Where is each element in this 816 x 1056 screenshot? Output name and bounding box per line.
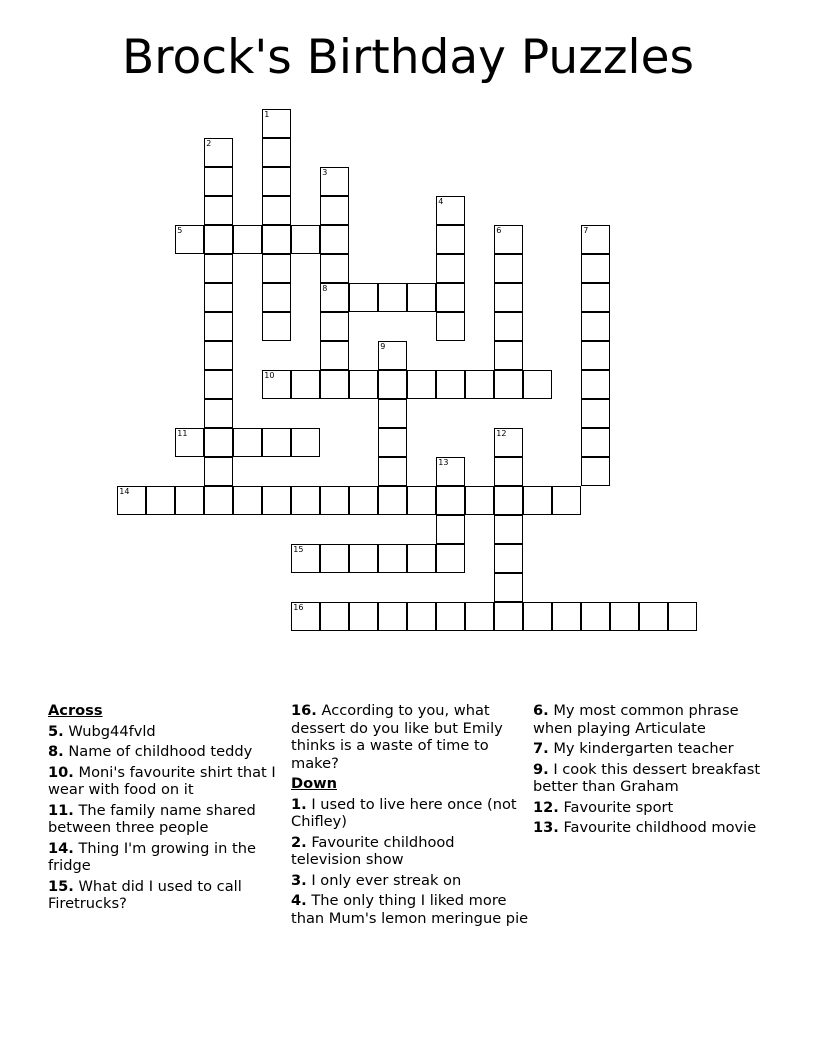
grid-cell[interactable] — [204, 138, 233, 167]
grid-cell[interactable] — [262, 167, 291, 196]
grid-cell[interactable] — [581, 370, 610, 399]
cell-input[interactable] — [466, 371, 493, 398]
cell-input[interactable] — [350, 371, 377, 398]
clue-down-6 — [533, 702, 771, 737]
cell-input[interactable] — [582, 313, 609, 340]
cell-input[interactable] — [292, 226, 319, 253]
cell-input[interactable] — [640, 603, 667, 630]
grid-cell[interactable] — [378, 283, 407, 312]
grid-cell[interactable] — [494, 573, 523, 602]
clue-text: According to you, what dessert do you like but Emily thinks is a waste of time to make? — [291, 702, 503, 772]
grid-cell[interactable] — [436, 457, 465, 486]
clue-across-10 — [48, 764, 286, 799]
grid-cell[interactable] — [523, 602, 552, 631]
grid-cell[interactable] — [523, 370, 552, 399]
cell-input[interactable] — [437, 487, 464, 514]
grid-cell[interactable] — [320, 370, 349, 399]
cell-input[interactable] — [234, 487, 261, 514]
cell-input[interactable] — [263, 110, 290, 137]
clue-down-12 — [533, 799, 771, 817]
clue-text: My most common phrase when playing Articulate — [533, 702, 739, 737]
cell-input[interactable] — [524, 487, 551, 514]
cell-input[interactable] — [321, 603, 348, 630]
clue-number: 2. — [291, 833, 307, 851]
clues-column-3 — [533, 702, 771, 840]
clue-down-9 — [533, 761, 771, 796]
grid-cell[interactable] — [494, 486, 523, 515]
cell-input[interactable] — [495, 545, 522, 572]
clue-text: I cook this dessert breakfast better than Graham — [533, 760, 761, 795]
cell-input[interactable] — [437, 371, 464, 398]
grid-cell[interactable] — [291, 370, 320, 399]
clue-text: Favourite sport — [563, 798, 674, 816]
clues-column-1 — [48, 702, 286, 916]
grid-cell[interactable] — [320, 486, 349, 515]
grid-cell[interactable] — [581, 341, 610, 370]
cell-input[interactable] — [205, 429, 232, 456]
cell-number: 5 — [177, 226, 183, 236]
grid-cell[interactable] — [320, 602, 349, 631]
cell-input[interactable] — [379, 603, 406, 630]
cell-input[interactable] — [437, 284, 464, 311]
clue-number: 7. — [533, 740, 549, 757]
grid-cell[interactable] — [494, 254, 523, 283]
cell-input[interactable] — [205, 197, 232, 224]
cell-input[interactable] — [495, 342, 522, 369]
cell-number: 2 — [206, 139, 212, 149]
cell-input[interactable] — [147, 487, 174, 514]
grid-cell[interactable] — [581, 399, 610, 428]
grid-cell[interactable] — [407, 486, 436, 515]
grid-cell[interactable] — [465, 602, 494, 631]
cell-input[interactable] — [466, 603, 493, 630]
grid-cell[interactable] — [494, 602, 523, 631]
cell-input[interactable] — [495, 574, 522, 601]
cell-input[interactable] — [321, 313, 348, 340]
cell-input[interactable] — [321, 168, 348, 195]
grid-cell[interactable] — [436, 283, 465, 312]
cell-input[interactable] — [234, 226, 261, 253]
grid-cell[interactable] — [320, 341, 349, 370]
across-heading: Across — [48, 702, 103, 719]
grid-cell[interactable] — [436, 225, 465, 254]
cell-input[interactable] — [495, 284, 522, 311]
cell-input[interactable] — [495, 313, 522, 340]
cell-input[interactable] — [408, 284, 435, 311]
clue-text: Moni's favourite shirt that I wear with food on it — [48, 763, 276, 798]
cell-input[interactable] — [205, 139, 232, 166]
cell-input[interactable] — [582, 284, 609, 311]
grid-cell[interactable] — [204, 428, 233, 457]
grid-cell[interactable] — [581, 225, 610, 254]
cell-number: 8 — [322, 284, 328, 294]
cell-input[interactable] — [205, 487, 232, 514]
cell-input[interactable] — [437, 458, 464, 485]
cell-number: 15 — [293, 545, 304, 555]
grid-cell[interactable] — [262, 196, 291, 225]
grid-cell[interactable] — [204, 370, 233, 399]
cell-input[interactable] — [495, 255, 522, 282]
cell-input[interactable] — [379, 545, 406, 572]
cell-input[interactable] — [582, 342, 609, 369]
cell-input[interactable] — [408, 371, 435, 398]
grid-cell[interactable] — [204, 312, 233, 341]
clue-down-4 — [291, 892, 529, 927]
cell-input[interactable] — [553, 603, 580, 630]
cell-input[interactable] — [582, 255, 609, 282]
clue-text: Favourite childhood movie — [563, 819, 757, 836]
cell-input[interactable] — [611, 603, 638, 630]
cell-input[interactable] — [437, 255, 464, 282]
grid-cell[interactable] — [494, 341, 523, 370]
clue-down-13 — [533, 819, 771, 837]
grid-cell[interactable] — [436, 254, 465, 283]
grid-cell[interactable] — [436, 312, 465, 341]
cell-number: 12 — [496, 429, 507, 439]
cell-input[interactable] — [350, 603, 377, 630]
grid-cell[interactable] — [378, 544, 407, 573]
grid-cell[interactable] — [146, 486, 175, 515]
clues-column-2 — [291, 702, 529, 930]
grid-cell[interactable] — [378, 341, 407, 370]
cell-number: 7 — [583, 226, 589, 236]
cell-input[interactable] — [292, 603, 319, 630]
cell-input[interactable] — [205, 313, 232, 340]
cell-input[interactable] — [669, 603, 696, 630]
cell-input[interactable] — [437, 313, 464, 340]
grid-cell[interactable] — [494, 457, 523, 486]
grid-cell[interactable] — [262, 138, 291, 167]
grid-cell[interactable] — [581, 602, 610, 631]
cell-input[interactable] — [582, 458, 609, 485]
grid-cell[interactable] — [494, 312, 523, 341]
page-title: Brock's Birthday Puzzles — [121, 30, 695, 85]
grid-cell[interactable] — [523, 486, 552, 515]
clue-text: The only thing I liked more than Mum's lemon meringue pie — [291, 892, 529, 927]
cell-number: 3 — [322, 168, 328, 178]
cell-input[interactable] — [379, 342, 406, 369]
grid-cell[interactable] — [436, 544, 465, 573]
grid-cell[interactable] — [349, 544, 378, 573]
cell-number: 16 — [293, 603, 304, 613]
grid-cell[interactable] — [175, 486, 204, 515]
grid-cell[interactable] — [204, 341, 233, 370]
cell-input[interactable] — [350, 487, 377, 514]
grid-cell[interactable] — [581, 428, 610, 457]
cell-input[interactable] — [321, 342, 348, 369]
cell-input[interactable] — [205, 342, 232, 369]
cell-input[interactable] — [292, 371, 319, 398]
clue-number: 12. — [533, 798, 559, 816]
cell-input[interactable] — [437, 226, 464, 253]
cell-input[interactable] — [263, 255, 290, 282]
grid-cell[interactable] — [320, 312, 349, 341]
clue-number: 10. — [48, 763, 74, 781]
cell-input[interactable] — [495, 603, 522, 630]
clue-across-15 — [48, 878, 286, 913]
clue-down-7 — [533, 740, 771, 758]
cell-input[interactable] — [408, 487, 435, 514]
clue-number: 4. — [291, 892, 307, 909]
cell-input[interactable] — [321, 226, 348, 253]
cell-input[interactable] — [437, 545, 464, 572]
cell-input[interactable] — [176, 487, 203, 514]
clue-text: I only ever streak on — [311, 871, 462, 889]
grid-cell[interactable] — [262, 312, 291, 341]
grid-cell[interactable] — [378, 486, 407, 515]
cell-input[interactable] — [466, 487, 493, 514]
cell-input[interactable] — [263, 226, 290, 253]
cell-input[interactable] — [292, 429, 319, 456]
cell-input[interactable] — [292, 545, 319, 572]
cell-input[interactable] — [582, 226, 609, 253]
grid-cell[interactable] — [349, 370, 378, 399]
grid-cell[interactable] — [204, 196, 233, 225]
grid-cell[interactable] — [262, 283, 291, 312]
grid-cell[interactable] — [581, 312, 610, 341]
grid-cell[interactable] — [349, 602, 378, 631]
cell-input[interactable] — [234, 429, 261, 456]
cell-input[interactable] — [321, 255, 348, 282]
clue-across-16 — [291, 702, 529, 772]
grid-cell[interactable] — [407, 544, 436, 573]
grid-cell[interactable] — [262, 225, 291, 254]
cell-input[interactable] — [321, 284, 348, 311]
cell-input[interactable] — [176, 429, 203, 456]
grid-cell[interactable] — [204, 283, 233, 312]
grid-cell[interactable] — [378, 602, 407, 631]
grid-cell[interactable] — [291, 486, 320, 515]
cell-input[interactable] — [582, 400, 609, 427]
cell-input[interactable] — [437, 197, 464, 224]
grid-cell[interactable] — [465, 370, 494, 399]
cell-input[interactable] — [495, 429, 522, 456]
clue-number: 3. — [291, 871, 307, 889]
clue-across-8 — [48, 743, 286, 761]
grid-cell[interactable] — [291, 602, 320, 631]
clue-number: 9. — [533, 760, 549, 778]
cell-input[interactable] — [321, 545, 348, 572]
clue-text: Name of childhood teddy — [68, 743, 253, 760]
clue-text: Wubg44fvld — [68, 722, 156, 740]
grid-cell[interactable] — [494, 283, 523, 312]
grid-cell[interactable] — [494, 428, 523, 457]
grid-cell[interactable] — [204, 225, 233, 254]
cell-input[interactable] — [205, 371, 232, 398]
cell-input[interactable] — [495, 487, 522, 514]
grid-cell[interactable] — [610, 602, 639, 631]
clue-across-14 — [48, 840, 286, 875]
grid-cell[interactable] — [262, 109, 291, 138]
clue-text: The family name shared between three people — [48, 801, 256, 836]
clue-number: 16. — [291, 702, 317, 719]
grid-cell[interactable] — [436, 196, 465, 225]
cell-input[interactable] — [437, 603, 464, 630]
grid-cell[interactable] — [204, 399, 233, 428]
cell-number: 6 — [496, 226, 502, 236]
cell-input[interactable] — [408, 603, 435, 630]
grid-cell[interactable] — [378, 399, 407, 428]
grid-cell[interactable] — [262, 486, 291, 515]
cell-input[interactable] — [582, 371, 609, 398]
grid-cell[interactable] — [436, 515, 465, 544]
grid-cell[interactable] — [320, 283, 349, 312]
clue-text: Thing I'm growing in the fridge — [48, 839, 256, 874]
cell-input[interactable] — [379, 429, 406, 456]
cell-input[interactable] — [263, 371, 290, 398]
grid-cell[interactable] — [320, 225, 349, 254]
cell-input[interactable] — [379, 371, 406, 398]
cell-input[interactable] — [321, 487, 348, 514]
clue-text: What did I used to call Firetrucks? — [48, 877, 242, 912]
grid-cell[interactable] — [407, 283, 436, 312]
clue-number: 11. — [48, 801, 74, 819]
grid-cell[interactable] — [320, 167, 349, 196]
grid-cell[interactable] — [291, 544, 320, 573]
cell-input[interactable] — [321, 197, 348, 224]
grid-cell[interactable] — [581, 457, 610, 486]
clue-text: Favourite childhood television show — [291, 833, 455, 868]
cell-input[interactable] — [379, 284, 406, 311]
grid-cell[interactable] — [320, 254, 349, 283]
cell-input[interactable] — [437, 516, 464, 543]
clue-across-11 — [48, 802, 286, 837]
cell-input[interactable] — [379, 487, 406, 514]
cell-input[interactable] — [495, 226, 522, 253]
cell-input[interactable] — [263, 139, 290, 166]
grid-cell[interactable] — [233, 225, 262, 254]
grid-cell[interactable] — [494, 544, 523, 573]
grid-cell[interactable] — [552, 486, 581, 515]
clue-number: 1. — [291, 795, 307, 813]
clue-text: I used to live here once (not Chifley) — [291, 795, 517, 830]
grid-cell[interactable] — [378, 428, 407, 457]
cell-input[interactable] — [205, 255, 232, 282]
clue-text: My kindergarten teacher — [553, 740, 734, 757]
cell-number: 10 — [264, 371, 275, 381]
clue-down-1 — [291, 796, 529, 831]
grid-cell[interactable] — [552, 602, 581, 631]
grid-cell[interactable] — [494, 515, 523, 544]
grid-cell[interactable] — [581, 254, 610, 283]
cell-input[interactable] — [408, 545, 435, 572]
clue-number: 15. — [48, 877, 74, 895]
grid-cell[interactable] — [175, 225, 204, 254]
cell-input[interactable] — [495, 371, 522, 398]
grid-cell[interactable] — [320, 196, 349, 225]
grid-cell[interactable] — [668, 602, 697, 631]
cell-input[interactable] — [582, 603, 609, 630]
cell-input[interactable] — [524, 371, 551, 398]
cell-input[interactable] — [263, 487, 290, 514]
cell-input[interactable] — [582, 429, 609, 456]
cell-number: 1 — [264, 110, 270, 120]
grid-cell[interactable] — [465, 486, 494, 515]
cell-input[interactable] — [524, 603, 551, 630]
grid-cell[interactable] — [233, 428, 262, 457]
down-heading: Down — [291, 775, 338, 792]
cell-input[interactable] — [205, 284, 232, 311]
cell-input[interactable] — [379, 400, 406, 427]
cell-input[interactable] — [205, 226, 232, 253]
cell-input[interactable] — [263, 168, 290, 195]
grid-cell[interactable] — [233, 486, 262, 515]
cell-input[interactable] — [176, 226, 203, 253]
cell-input[interactable] — [263, 313, 290, 340]
grid-cell[interactable] — [494, 370, 523, 399]
clue-number: 14. — [48, 839, 74, 857]
cell-number: 13 — [438, 458, 449, 468]
grid-cell[interactable] — [581, 283, 610, 312]
grid-cell[interactable] — [436, 602, 465, 631]
clue-down-3 — [291, 872, 529, 890]
grid-cell[interactable] — [639, 602, 668, 631]
cell-input[interactable] — [495, 458, 522, 485]
grid-cell[interactable] — [320, 544, 349, 573]
cell-input[interactable] — [292, 487, 319, 514]
grid-cell[interactable] — [407, 602, 436, 631]
grid-cell[interactable] — [349, 486, 378, 515]
clue-number: 13. — [533, 819, 559, 836]
cell-input[interactable] — [553, 487, 580, 514]
grid-cell[interactable] — [378, 457, 407, 486]
grid-cell[interactable] — [117, 486, 146, 515]
grid-cell[interactable] — [349, 283, 378, 312]
cell-input[interactable] — [495, 516, 522, 543]
cell-input[interactable] — [263, 284, 290, 311]
cell-input[interactable] — [263, 197, 290, 224]
clue-number: 6. — [533, 702, 549, 719]
clue-number: 8. — [48, 743, 64, 760]
cell-input[interactable] — [263, 429, 290, 456]
grid-cell[interactable] — [204, 457, 233, 486]
grid-cell[interactable] — [175, 428, 204, 457]
cell-input[interactable] — [350, 284, 377, 311]
cell-input[interactable] — [205, 400, 232, 427]
cell-input[interactable] — [321, 371, 348, 398]
cell-input[interactable] — [350, 545, 377, 572]
grid-cell[interactable] — [262, 254, 291, 283]
grid-cell[interactable] — [436, 486, 465, 515]
cell-input[interactable] — [205, 168, 232, 195]
grid-cell[interactable] — [291, 225, 320, 254]
grid-cell[interactable] — [407, 370, 436, 399]
cell-input[interactable] — [379, 458, 406, 485]
cell-number: 4 — [438, 197, 444, 207]
cell-number: 9 — [380, 342, 386, 352]
clue-number: 5. — [48, 722, 64, 740]
clue-down-2 — [291, 834, 529, 869]
cell-input[interactable] — [118, 487, 145, 514]
grid-cell[interactable] — [204, 486, 233, 515]
grid-cell[interactable] — [262, 370, 291, 399]
grid-cell[interactable] — [436, 370, 465, 399]
grid-cell[interactable] — [204, 167, 233, 196]
cell-number: 11 — [177, 429, 188, 439]
cell-number: 14 — [119, 487, 130, 497]
clue-across-5 — [48, 723, 286, 741]
grid-cell[interactable] — [291, 428, 320, 457]
cell-input[interactable] — [205, 458, 232, 485]
grid-cell[interactable] — [378, 370, 407, 399]
grid-cell[interactable] — [204, 254, 233, 283]
grid-cell[interactable] — [262, 428, 291, 457]
grid-cell[interactable] — [494, 225, 523, 254]
